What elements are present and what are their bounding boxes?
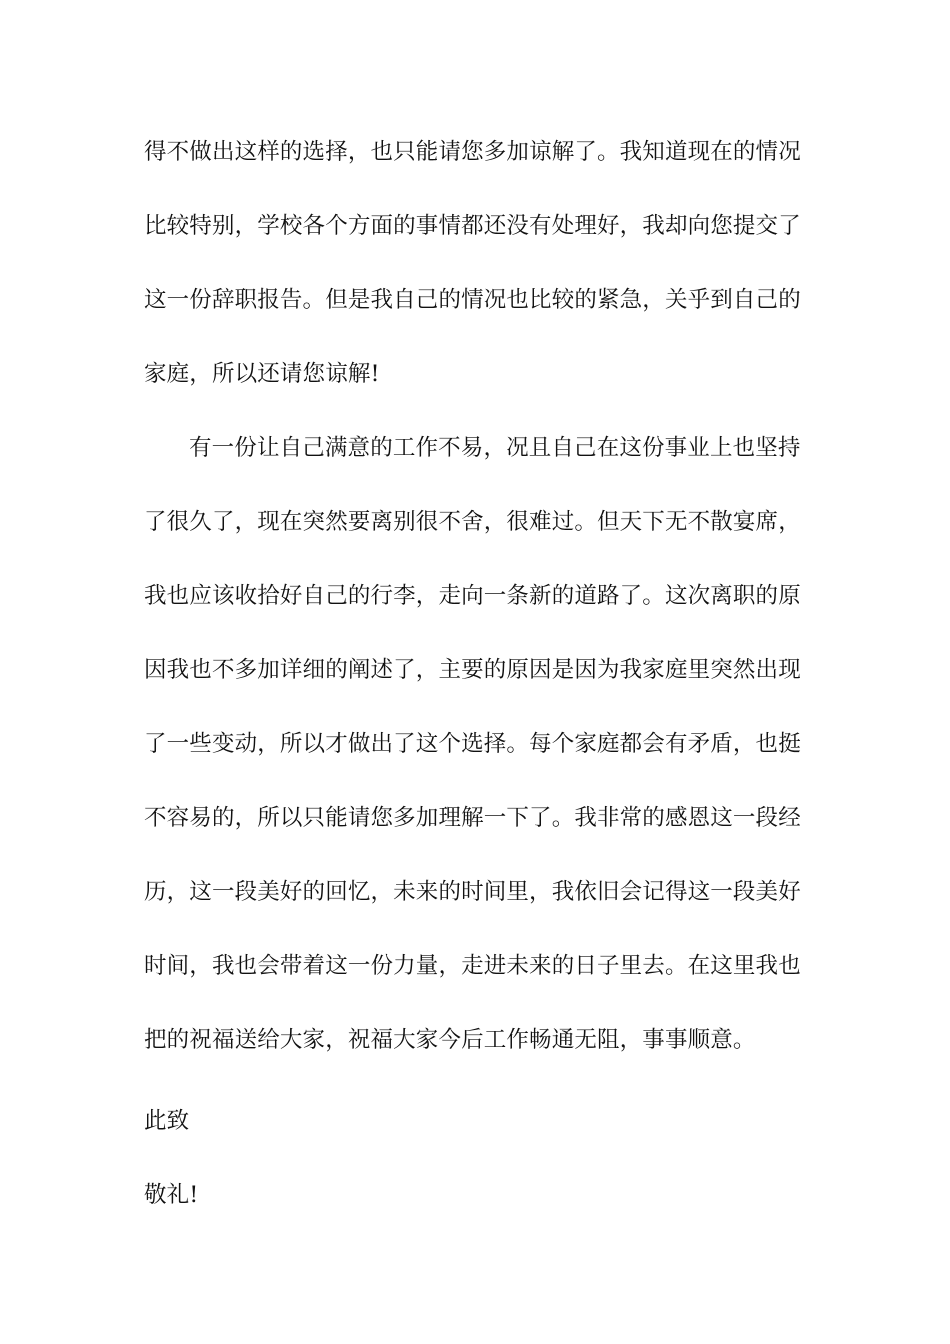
paragraph-line: 时间，我也会带着这一份力量，走进未来的日子里去。在这里我也 — [144, 953, 801, 979]
paragraph-line: 因我也不多加详细的阐述了，主要的原因是因为我家庭里突然出现 — [144, 657, 801, 683]
paragraph-line: 把的祝福送给大家，祝福大家今后工作畅通无阻，事事顺意。 — [144, 1027, 756, 1053]
paragraph-line: 了一些变动，所以才做出了这个选择。每个家庭都会有矛盾，也挺 — [144, 731, 801, 757]
paragraph-line: 得不做出这样的选择，也只能请您多加谅解了。我知道现在的情况 — [144, 139, 801, 165]
paragraph-line: 了很久了，现在突然要离别很不舍，很难过。但天下无不散宴席， — [144, 509, 801, 535]
paragraph-line: 不容易的，所以只能请您多加理解一下了。我非常的感恩这一段经 — [144, 805, 801, 831]
paragraph-line: 比较特别，学校各个方面的事情都还没有处理好，我却向您提交了 — [144, 213, 801, 239]
paragraph-line: 历，这一段美好的回忆，未来的时间里，我依旧会记得这一段美好 — [144, 879, 801, 905]
closing-text: 此致 — [144, 1108, 190, 1134]
paragraph-first-line: 有一份让自己满意的工作不易，况且自己在这份事业上也坚持 — [189, 435, 801, 461]
paragraph-line: 家庭，所以还请您谅解! — [144, 361, 380, 387]
paragraph-line: 这一份辞职报告。但是我自己的情况也比较的紧急，关乎到自己的 — [144, 287, 801, 313]
salutation-text: 敬礼! — [144, 1182, 199, 1208]
paragraph-line: 我也应该收拾好自己的行李，走向一条新的道路了。这次离职的原 — [144, 583, 801, 609]
